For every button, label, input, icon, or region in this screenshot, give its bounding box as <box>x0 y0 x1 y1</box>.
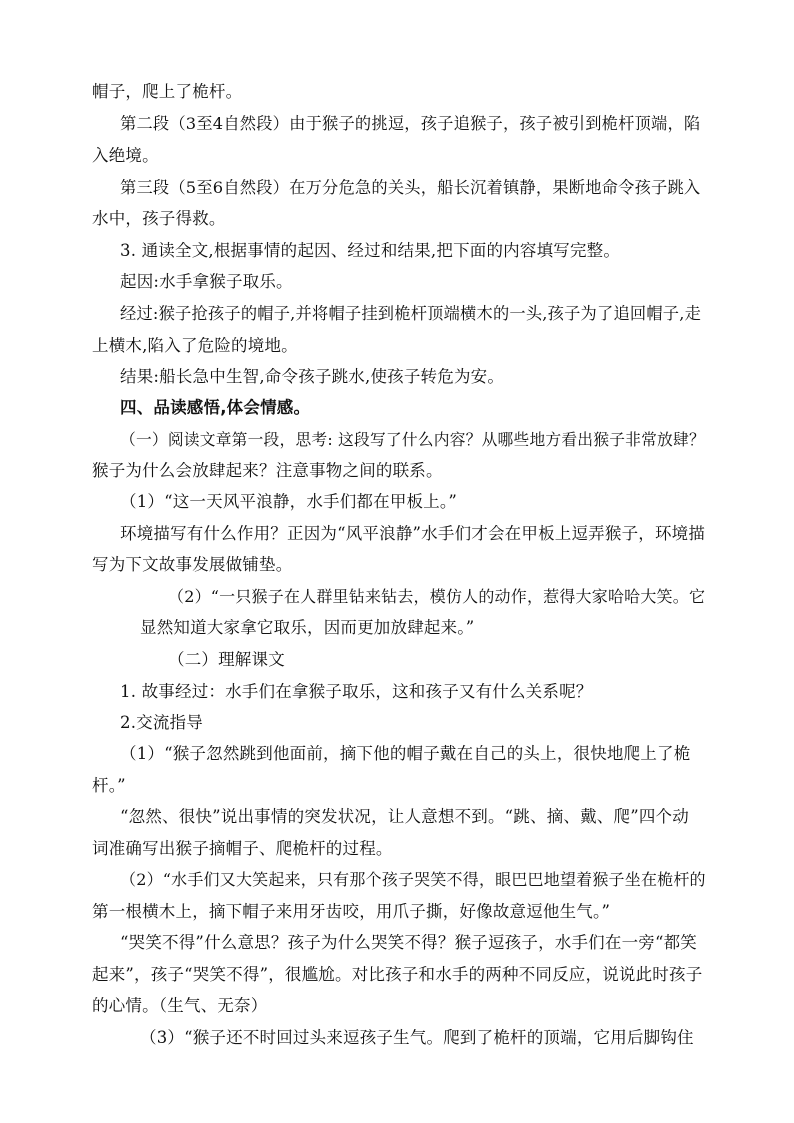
text-line: （2）“水手们又大笑起来，只有那个孩子哭笑不得，眼巴巴地望着猴子坐在桅杆的 <box>120 870 706 889</box>
text-line: 的心情。（生气、无奈） <box>92 996 268 1015</box>
text-line: 起来”，孩子“哭笑不得”，很尴尬。对比孩子和水手的两种不同反应，说说此时孩子 <box>92 965 703 984</box>
text-line: 写为下文故事发展做铺垫。 <box>92 555 293 574</box>
text-line: 入绝境。 <box>92 146 159 165</box>
subsection-heading: （二）理解课文 <box>168 650 285 669</box>
section-heading: 四、品读感悟,体会情感。 <box>120 398 311 417</box>
text-line: “忽然、很快”说出事情的突发状况，让人意想不到。“跳、摘、戴、爬”四个动 <box>120 807 689 826</box>
text-line: （一）阅读文章第一段，思考: 这段写了什么内容？从哪些地方看出猴子非常放肆？ <box>120 430 705 449</box>
text-line: 词准确写出猴子摘帽子、爬桅杆的过程。 <box>92 839 393 858</box>
text-line: 经过:猴子抢孩子的帽子,并将帽子挂到桅杆顶端横木的一头,孩子为了追回帽子,走 <box>120 304 702 323</box>
text-line: 2.交流指导 <box>120 713 203 732</box>
text-line: 第三段（5至6自然段）在万分危急的关头，船长沉着镇静，果断地命令孩子跳入 <box>120 178 701 197</box>
text-line: “哭笑不得”什么意思？孩子为什么哭笑不得？猴子逗孩子，水手们在一旁“都笑 <box>120 933 698 952</box>
text-line: 上横木,陷入了危险的境地。 <box>92 336 298 355</box>
text-line: （1）“猴子忽然跳到他面前，摘下他的帽子戴在自己的头上，很快地爬上了桅 <box>120 744 691 763</box>
text-line: 水中，孩子得救。 <box>92 209 226 228</box>
text-line: 1. 故事经过：水手们在拿猴子取乐，这和孩子又有什么关系呢？ <box>120 682 593 701</box>
text-line: 显然知道大家拿它取乐，因而更加放肆起来。” <box>140 618 475 637</box>
text-line: （2）“一只猴子在人群里钻来钻去，模仿人的动作，惹得大家哈哈大笑。它 <box>168 587 706 606</box>
text-line: 帽子，爬上了桅杆。 <box>92 82 243 101</box>
text-line: 3. 通读全文,根据事情的起因、经过和结果,把下面的内容填写完整。 <box>120 241 621 260</box>
text-line: 杆。” <box>92 776 126 795</box>
text-line: 起因:水手拿猴子取乐。 <box>120 272 293 291</box>
text-line: 环境描写有什么作用？正因为“风平浪静”水手们才会在甲板上逗弄猴子，环境描 <box>120 524 706 543</box>
text-line: 猴子为什么会放肆起来？注意事物之间的联系。 <box>92 461 443 480</box>
text-line: 结果:船长急中生智,命令孩子跳水,使孩子转危为安。 <box>120 367 505 386</box>
text-line: 第一根横木上，摘下帽子来用牙齿咬，用爪子撕，好像故意逗他生气。” <box>92 902 611 921</box>
text-line: （1）“这一天风平浪静，水手们都在甲板上。” <box>120 492 458 511</box>
text-line: 第二段（3至4自然段）由于猴子的挑逗，孩子追猴子，孩子被引到桅杆顶端，陷 <box>120 114 701 133</box>
text-line: （3）“猴子还不时回过头来逗孩子生气。爬到了桅杆的顶端，它用后脚钩住 <box>140 1028 694 1047</box>
